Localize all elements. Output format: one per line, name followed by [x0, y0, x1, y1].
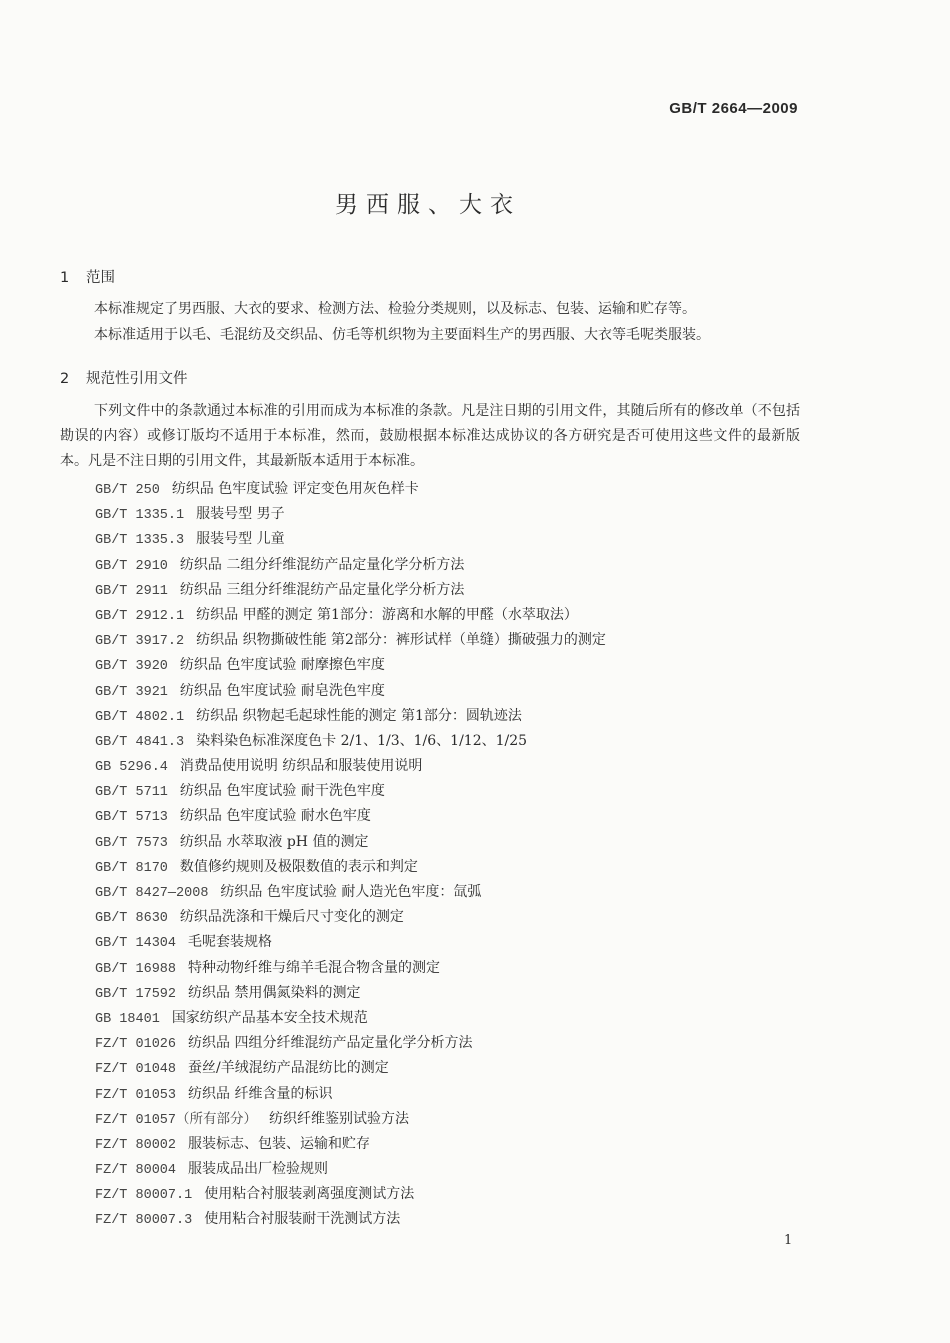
- reference-title: 纺织品 三组分纤维混纺产品定量化学分析方法: [179, 581, 465, 598]
- reference-code: GB/T 3920: [95, 659, 168, 675]
- section-1-title: 范围: [86, 270, 115, 286]
- reference-item: [95, 1182, 606, 1207]
- reference-code: GB/T 7573: [95, 835, 168, 851]
- reference-item: [95, 527, 606, 552]
- reference-title: 纺织品 织物起毛起球性能的测定 第1部分：圆轨迹法: [196, 707, 522, 724]
- reference-code: GB/T 8427—2008: [95, 886, 209, 901]
- reference-item: [95, 981, 606, 1006]
- reference-title: 纺织品 禁用偶氮染料的测定: [188, 984, 361, 1001]
- reference-title: 纺织品 色牢度试验 耐人造光色牢度：氙弧: [220, 884, 482, 900]
- reference-code: FZ/T 01026: [95, 1037, 177, 1053]
- reference-item: [95, 930, 606, 955]
- reference-item: [95, 880, 606, 905]
- reference-title: 纺织品 织物撕破性能 第2部分：裤形试样（单缝）撕破强力的测定: [196, 632, 606, 649]
- reference-item: [95, 1157, 606, 1182]
- reference-title: 纺织品 纤维含量的标识: [188, 1085, 333, 1102]
- reference-title: 纺织品 色牢度试验 耐摩擦色牢度: [179, 657, 385, 674]
- reference-title: 纺织品 色牢度试验 耐皂洗色牢度: [179, 682, 385, 699]
- reference-code: GB/T 250: [95, 483, 160, 498]
- reference-item: [95, 804, 606, 829]
- reference-title: 服装号型 儿童: [196, 531, 285, 548]
- reference-item: [95, 704, 606, 729]
- page-number: 1: [784, 1233, 793, 1248]
- reference-code: GB/T 2911: [95, 583, 168, 599]
- reference-code: GB/T 16988: [95, 961, 177, 977]
- reference-item: [95, 1031, 606, 1056]
- reference-code: GB/T 5711: [95, 785, 168, 801]
- reference-item: [95, 956, 606, 981]
- reference-code: FZ/T 01053: [95, 1087, 177, 1103]
- reference-code: FZ/T 80007.3: [95, 1213, 193, 1229]
- reference-item: [95, 855, 606, 880]
- reference-title: 染料染色标准深度色卡 2/1、1/3、1/6、1/12、1/25: [196, 732, 528, 749]
- reference-title: 使用粘合衬服装耐干洗测试方法: [204, 1211, 401, 1228]
- reference-item: [95, 1107, 606, 1132]
- reference-item: [95, 779, 606, 804]
- reference-code: GB/T 8630: [95, 911, 168, 927]
- reference-item: [95, 553, 606, 578]
- reference-item: [95, 729, 606, 754]
- reference-title: 纺织品 色牢度试验 评定变色用灰色样卡: [171, 481, 419, 497]
- reference-title: 消费品使用说明 纺织品和服装使用说明: [179, 758, 423, 775]
- reference-item: [95, 628, 606, 653]
- reference-item: [95, 653, 606, 678]
- reference-title: 数值修约规则及极限数值的表示和判定: [179, 858, 418, 875]
- reference-code: FZ/T 80007.1: [95, 1188, 193, 1204]
- reference-code: GB/T 4841.3: [95, 734, 185, 750]
- reference-item: [95, 1082, 606, 1107]
- reference-item: [95, 754, 606, 779]
- reference-code: GB/T 1335.3: [95, 533, 185, 549]
- reference-code: GB/T 3917.2: [95, 634, 185, 650]
- standard-code: GB/T 2664—2009: [669, 100, 798, 117]
- reference-title: 纺织品洗涤和干燥后尺寸变化的测定: [179, 909, 404, 926]
- reference-item: [95, 502, 606, 527]
- reference-title: 纺织品 色牢度试验 耐干洗色牢度: [179, 783, 385, 800]
- reference-code: FZ/T 01057（所有部分）: [95, 1112, 258, 1128]
- reference-item: [95, 905, 606, 930]
- reference-title: 服装号型 男子: [196, 506, 285, 523]
- reference-code: GB/T 8170: [95, 860, 168, 876]
- reference-title: 纺织纤维鉴别试验方法: [269, 1110, 410, 1127]
- section-2-title: 规范性引用文件: [86, 371, 188, 387]
- reference-code: GB/T 3921: [95, 684, 168, 700]
- reference-title: 纺织品 水萃取液 pH 值的测定: [179, 833, 369, 850]
- scope-paragraph-1: 本标准规定了男西服、大衣的要求、检测方法、检验分类规则，以及标志、包装、运输和贮存等。: [94, 301, 696, 317]
- reference-title: 使用粘合衬服装剥离强度测试方法: [204, 1186, 415, 1203]
- reference-code: GB 18401: [95, 1011, 160, 1027]
- reference-list: [95, 477, 606, 1233]
- reference-item: [95, 477, 606, 502]
- reference-item: [95, 1207, 606, 1232]
- reference-title: 蚕丝/羊绒混纺产品混纺比的测定: [188, 1060, 389, 1077]
- reference-code: GB/T 4802.1: [95, 709, 185, 725]
- reference-code: GB/T 14304: [95, 936, 177, 952]
- reference-code: FZ/T 80002: [95, 1137, 177, 1153]
- reference-code: GB/T 2910: [95, 558, 168, 574]
- reference-title: 纺织品 四组分纤维混纺产品定量化学分析方法: [188, 1035, 473, 1052]
- reference-item: [95, 830, 606, 855]
- reference-code: GB/T 2912.1: [95, 608, 185, 624]
- reference-code: GB/T 5713: [95, 810, 168, 826]
- section-1-heading: [60, 266, 115, 287]
- reference-title: 纺织品 色牢度试验 耐水色牢度: [179, 808, 371, 825]
- reference-code: GB/T 17592: [95, 986, 177, 1002]
- scope-paragraph-2: 本标准适用于以毛、毛混纺及交织品、仿毛等机织物为主要面料生产的男西服、大衣等毛呢类服装。: [94, 327, 710, 343]
- reference-title: 纺织品 甲醛的测定 第1部分：游离和水解的甲醛（水萃取法）: [196, 606, 578, 623]
- reference-code: FZ/T 01048: [95, 1062, 177, 1078]
- reference-item: [95, 679, 606, 704]
- reference-title: 服装标志、包装、运输和贮存: [188, 1135, 371, 1152]
- reference-title: 毛呢套装规格: [188, 934, 273, 951]
- section-1-number: 1: [60, 270, 70, 286]
- section-2-number: 2: [60, 371, 70, 387]
- reference-code: FZ/T 80004: [95, 1163, 177, 1179]
- normative-references-intro: 下列文件中的条款通过本标准的引用而成为本标准的条款。凡是注日期的引用文件，其随后所有的修改单（不包括勘误的内容）或修订版均不适用于本标准，然而，鼓励根据本标准达成协议的各方研究是否可使用这些文件的最新版本。凡是不注日期的引用文件，其最新版本适用于本标准。: [60, 403, 800, 469]
- reference-title: 服装成品出厂检验规则: [188, 1161, 329, 1178]
- reference-title: 纺织品 二组分纤维混纺产品定量化学分析方法: [179, 556, 465, 573]
- section-2-heading: [60, 367, 188, 388]
- reference-item: [95, 1132, 606, 1157]
- reference-item: [95, 603, 606, 628]
- reference-code: GB 5296.4: [95, 760, 168, 776]
- document-title: 男西服、大衣: [335, 192, 521, 218]
- reference-title: 国家纺织产品基本安全技术规范: [171, 1009, 368, 1026]
- reference-code: GB/T 1335.1: [95, 508, 185, 524]
- reference-item: [95, 1006, 606, 1031]
- reference-item: [95, 578, 606, 603]
- reference-item: [95, 1056, 606, 1081]
- reference-title: 特种动物纤维与绵羊毛混合物含量的测定: [188, 959, 441, 976]
